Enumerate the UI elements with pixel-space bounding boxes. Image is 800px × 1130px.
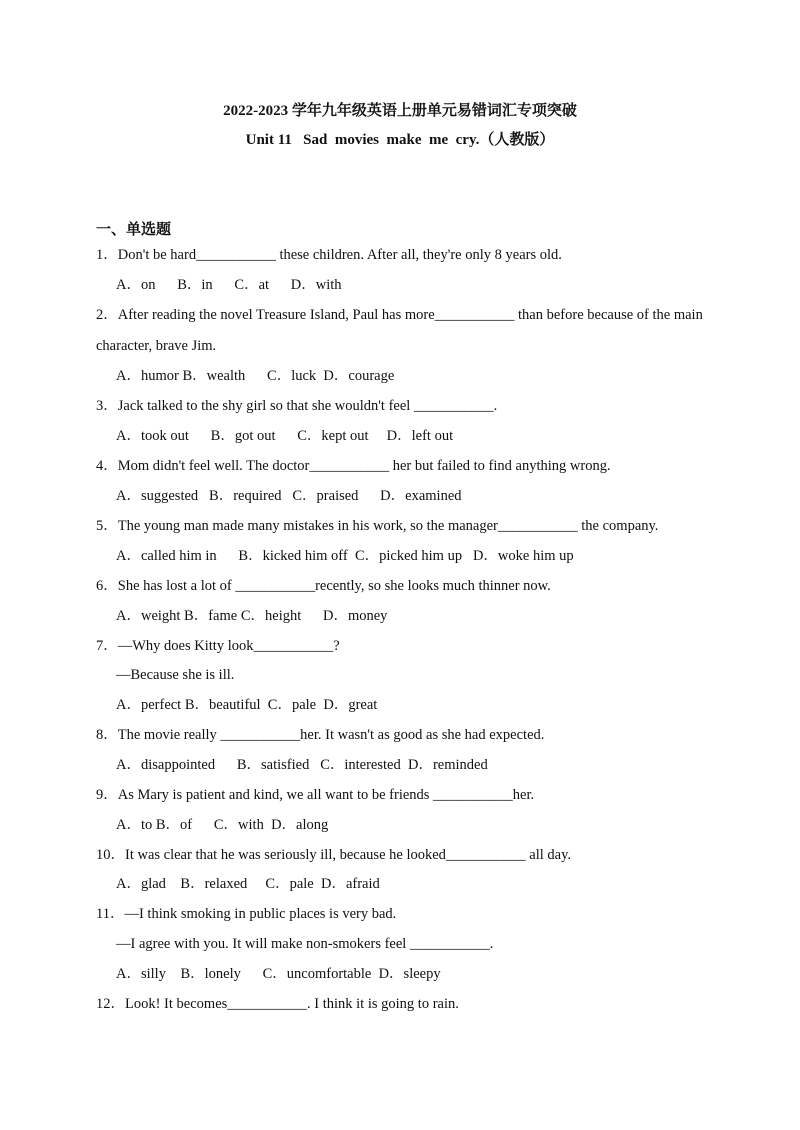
question-7-stem: 7．—Why does Kitty look___________? <box>96 638 340 654</box>
question-1-stem: 1．Don't be hard___________ these children. After all, they're only 8 years old. <box>96 247 562 263</box>
question-4-options: A．suggested B．required C．praised D．examined <box>116 488 462 504</box>
question-10-stem: 10．It was clear that he was seriously ill, because he looked___________ all day. <box>96 847 572 863</box>
question-9-options: A．to B．of C．with D．along <box>116 817 329 833</box>
document-title: 2022-2023 学年九年级英语上册单元易错词汇专项突破 <box>223 103 577 119</box>
document-subtitle: Unit 11 Sad movies make me cry.（人教版） <box>245 132 555 148</box>
section-heading: 一、单选题 <box>96 222 172 238</box>
question-2-stem-continued: character, brave Jim. <box>96 338 217 354</box>
question-5-stem: 5．The young man made many mistakes in his work, so the manager___________ the company. <box>96 518 659 534</box>
question-7-options: A．perfect B．beautiful C．pale D．great <box>116 697 378 713</box>
question-12-stem: 12．Look! It becomes___________. I think it is going to rain. <box>96 996 459 1012</box>
question-2-options: A．humor B．wealth C．luck D．courage <box>116 368 395 384</box>
question-10-options: A．glad B．relaxed C．pale D．afraid <box>116 876 380 892</box>
question-7-stem-continued: —Because she is ill. <box>116 667 235 683</box>
question-11-stem-continued: —I agree with you. It will make non-smokers feel ___________. <box>116 936 494 952</box>
question-8-stem: 8．The movie really ___________her. It wasn't as good as she had expected. <box>96 727 545 743</box>
question-6-stem: 6．She has lost a lot of ___________recently, so she looks much thinner now. <box>96 578 551 594</box>
question-11-options: A．silly B．lonely C．uncomfortable D．sleepy <box>116 966 441 982</box>
question-3-stem: 3．Jack talked to the shy girl so that she wouldn't feel ___________. <box>96 398 498 414</box>
question-11-stem: 11．—I think smoking in public places is very bad. <box>96 906 397 922</box>
question-3-options: A．took out B．got out C．kept out D．left out <box>116 428 454 444</box>
question-9-stem: 9．As Mary is patient and kind, we all want to be friends ___________her. <box>96 787 535 803</box>
question-1-options: A．on B．in C．at D．with <box>116 277 342 293</box>
question-6-options: A．weight B．fame C．height D．money <box>116 608 388 624</box>
question-5-options: A．called him in B．kicked him off C．picked him up D．woke him up <box>116 548 574 564</box>
question-4-stem: 4．Mom didn't feel well. The doctor___________ her but failed to find anything wrong. <box>96 458 611 474</box>
question-8-options: A．disappointed B．satisfied C．interested D．reminded <box>116 757 488 773</box>
question-2-stem: 2．After reading the novel Treasure Island, Paul has more___________ than before because of the main <box>96 307 703 323</box>
